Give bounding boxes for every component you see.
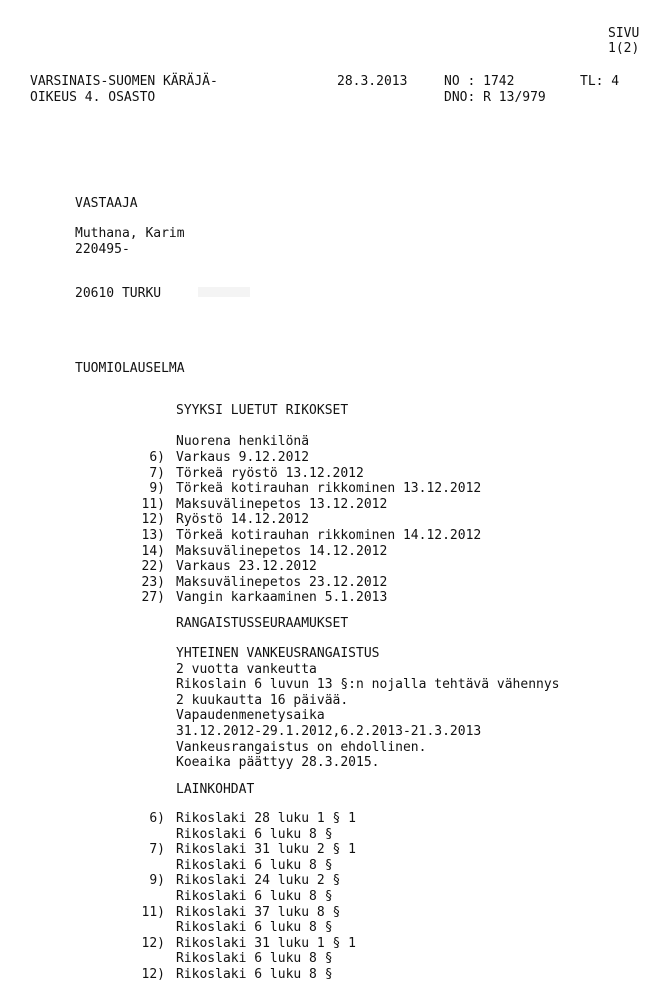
court-name-line1: VARSINAIS-SUOMEN KÄRÄJÄ-: [30, 74, 218, 89]
sanction-text: 2 vuotta vankeutta: [176, 661, 317, 677]
item-text: Rikoslaki 6 luku 8 §: [176, 826, 333, 842]
defendant-id: 220495-: [75, 242, 130, 257]
redaction-mark: [198, 287, 250, 297]
item-number: 7): [149, 465, 165, 481]
sanction-text: Vankeusrangaistus on ehdollinen.: [176, 739, 427, 755]
page-label: SIVU: [608, 26, 640, 41]
item-number: 12): [141, 935, 165, 951]
sanction-line: [0, 708, 659, 724]
item-text: Rikoslaki 31 luku 2 § 1: [176, 842, 357, 858]
item-number: 11): [141, 904, 165, 920]
item-text: Rikoslaki 6 luku 8 §: [176, 888, 333, 904]
sanction-text: 2 kuukautta 16 päivää.: [176, 692, 349, 708]
item-number: 11): [141, 496, 165, 512]
item-text: Rikoslaki 31 luku 1 § 1: [176, 935, 357, 951]
sanction-line: [0, 646, 659, 662]
defendant-heading: VASTAAJA: [75, 196, 138, 211]
item-number: 12): [141, 512, 165, 528]
item-text: Rikoslaki 6 luku 8 §: [176, 966, 333, 982]
item-number: 6): [149, 811, 165, 826]
list-item: [0, 811, 659, 827]
list-item: [0, 481, 659, 497]
item-text: Maksuvälinepetos 23.12.2012: [176, 574, 388, 590]
list-item: [0, 497, 659, 513]
item-text: Rikoslaki 6 luku 8 §: [176, 951, 333, 967]
list-item: [0, 905, 659, 921]
item-text: Törkeä kotirauhan rikkominen 14.12.2012: [176, 527, 482, 543]
item-text: Törkeä ryöstö 13.12.2012: [176, 465, 364, 481]
sanction-text: Vapaudenmenetysaika: [176, 708, 325, 724]
item-number: 13): [141, 527, 165, 543]
item-text: Rikoslaki 28 luku 1 § 1: [176, 811, 357, 826]
item-number: 22): [141, 559, 165, 575]
item-number: 27): [141, 590, 165, 606]
verdict-heading: TUOMIOLAUSELMA: [75, 361, 185, 376]
defendant-address: 20610 TURKU: [75, 286, 162, 301]
sanction-text: Rikoslain 6 luvun 13 §:n nojalla tehtävä vähennys: [176, 677, 560, 693]
item-text: Vangin karkaaminen 5.1.2013: [176, 590, 388, 606]
document-no: NO : 1742: [444, 74, 515, 89]
court-name-line2: OIKEUS 4. OSASTO: [30, 90, 156, 105]
sanction-line: [0, 693, 659, 709]
item-number: 9): [149, 873, 165, 889]
list-item: [0, 936, 659, 952]
list-item: [0, 951, 659, 967]
item-text: Törkeä kotirauhan rikkominen 13.12.2012: [176, 481, 482, 497]
item-text: Maksuvälinepetos 14.12.2012: [176, 543, 388, 559]
item-text: Rikoslaki 24 luku 2 §: [176, 873, 341, 889]
sanction-text: YHTEINEN VANKEUSRANGAISTUS: [176, 646, 380, 661]
item-number: 7): [149, 842, 165, 858]
item-number: 6): [149, 450, 165, 465]
list-item: [0, 512, 659, 528]
list-item: [0, 544, 659, 560]
item-text: Varkaus 9.12.2012: [176, 450, 310, 465]
item-text: Rikoslaki 6 luku 8 §: [176, 857, 333, 873]
list-item: [0, 575, 659, 591]
crimes-heading: SYYKSI LUETUT RIKOKSET: [176, 403, 349, 418]
sanction-line: [0, 740, 659, 756]
item-text: Rikoslaki 37 luku 8 §: [176, 904, 341, 920]
list-item: [0, 590, 659, 606]
list-item: [0, 827, 659, 843]
list-item: [0, 889, 659, 905]
list-item: [0, 873, 659, 889]
item-number: 12): [141, 966, 165, 982]
list-item: [0, 466, 659, 482]
sanction-line: [0, 724, 659, 740]
item-number: 9): [149, 481, 165, 497]
list-item: [0, 559, 659, 575]
sanction-line: [0, 677, 659, 693]
sanction-text: 31.12.2012-29.1.2012,6.2.2013-21.3.2013: [176, 723, 482, 739]
list-item: [0, 967, 659, 983]
list-item: [0, 450, 659, 466]
crimes-intro: Nuorena henkilönä: [176, 434, 310, 449]
provisions-heading: LAINKOHDAT: [176, 782, 255, 797]
page-number: 1(2): [608, 41, 640, 56]
item-text: Maksuvälinepetos 13.12.2012: [176, 496, 388, 512]
item-number: 23): [141, 574, 165, 590]
list-item: [0, 842, 659, 858]
item-number: 14): [141, 543, 165, 559]
document-tl: TL: 4: [580, 74, 620, 89]
defendant-name: Muthana, Karim: [75, 226, 185, 241]
sanctions-heading: RANGAISTUSSEURAAMUKSET: [176, 616, 349, 631]
provisions-list: [0, 811, 659, 983]
sanctions-block: [0, 646, 659, 771]
sanction-line: [0, 755, 659, 771]
item-text: Ryöstö 14.12.2012: [176, 512, 310, 528]
document-date: 28.3.2013: [337, 74, 408, 89]
crimes-list: [0, 450, 659, 606]
item-text: Varkaus 23.12.2012: [176, 559, 317, 575]
list-item: [0, 528, 659, 544]
sanction-line: [0, 662, 659, 678]
list-item: [0, 858, 659, 874]
list-item: [0, 920, 659, 936]
sanction-text: Koeaika päättyy 28.3.2015.: [176, 755, 380, 771]
document-dno: DNO: R 13/979: [444, 90, 546, 105]
item-text: Rikoslaki 6 luku 8 §: [176, 920, 333, 936]
